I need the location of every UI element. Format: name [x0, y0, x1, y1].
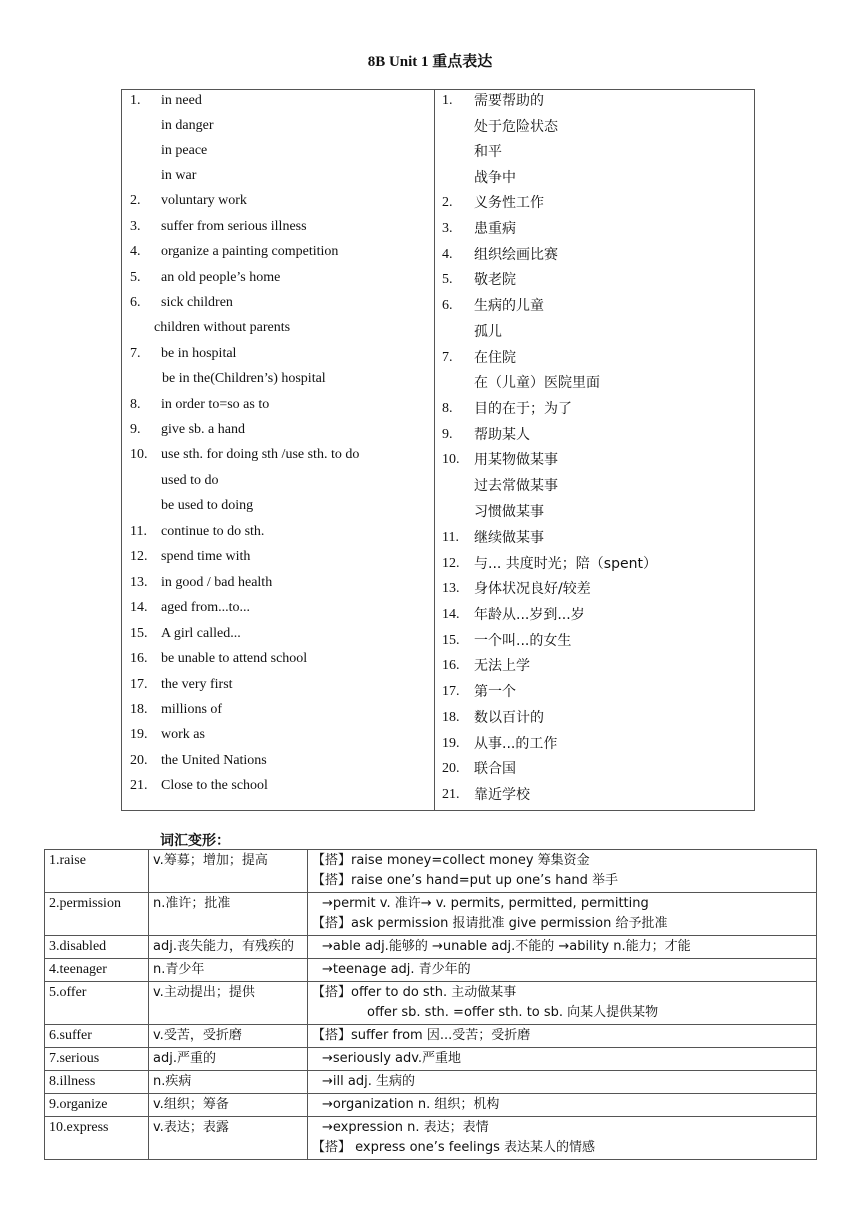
- vocab-note-line: →expression n. 表达；表情: [322, 1120, 489, 1135]
- vocab-meaning: v.组织；筹备: [149, 1094, 308, 1117]
- phrase-english: children without parents: [154, 320, 291, 335]
- phrase-chinese: 数以百计的: [474, 710, 544, 726]
- vocab-notes: [308, 936, 817, 959]
- vocab-meaning: v.受苦，受折磨: [149, 1025, 308, 1048]
- vocab-note-line: 【搭】 express one’s feelings 表达某人的情感: [312, 1140, 596, 1155]
- phrase-english: in need: [161, 93, 202, 108]
- vocab-note-line: 【搭】raise money=collect money 筹集资金: [312, 853, 590, 868]
- phrase-number: 3.: [442, 221, 453, 236]
- phrase-english: in order to=so as to: [161, 397, 270, 412]
- phrase-number: 18.: [442, 710, 460, 725]
- phrase-number: 17.: [442, 684, 460, 699]
- vocab-note-line: →organization n. 组织；机构: [322, 1097, 500, 1112]
- phrase-number: 8.: [442, 401, 453, 416]
- phrase-number: 1.: [130, 93, 141, 108]
- vocab-notes: [308, 1025, 817, 1048]
- phrase-number: 6.: [130, 295, 141, 310]
- vocab-word: 9.organize: [45, 1094, 149, 1117]
- page-title: 8B Unit 1 重点表达: [367, 54, 493, 70]
- phrase-number: 4.: [442, 247, 453, 262]
- phrase-chinese: 用某物做某事: [474, 452, 558, 468]
- phrase-number: 2.: [130, 193, 141, 208]
- phrase-number: 7.: [130, 346, 141, 361]
- vocab-word: 1.raise: [45, 850, 149, 893]
- phrase-number: 12.: [442, 556, 460, 571]
- phrase-english: be in hospital: [161, 346, 237, 361]
- vocab-note-line: 【搭】suffer from 因...受苦；受折磨: [312, 1028, 531, 1043]
- phrase-table: [121, 89, 755, 811]
- phrase-number: 10.: [130, 447, 148, 462]
- phrase-number: 5.: [442, 272, 453, 287]
- phrase-english: the very first: [161, 677, 233, 692]
- vocab-notes: [308, 982, 817, 1025]
- vocab-row: [45, 982, 817, 1025]
- vocab-word: 6.suffer: [45, 1025, 149, 1048]
- phrase-english: sick children: [161, 295, 233, 310]
- vocab-note-line: →permit v. 准许→ v. permits, permitted, permitting: [322, 896, 649, 911]
- vocab-meaning: adj.严重的: [149, 1048, 308, 1071]
- phrase-number: 14.: [442, 607, 460, 622]
- phrase-chinese: 身体状况良好/较差: [474, 581, 591, 597]
- phrase-number: 13.: [130, 575, 148, 590]
- phrase-chinese: 战争中: [474, 170, 516, 186]
- phrase-english: be unable to attend school: [161, 651, 308, 666]
- column-divider: [434, 90, 435, 810]
- phrase-english: be in the(Children’s) hospital: [162, 371, 326, 386]
- phrase-number: 5.: [130, 270, 141, 285]
- phrase-chinese: 从事...的工作: [474, 736, 558, 752]
- phrase-chinese: 帮助某人: [474, 427, 530, 443]
- phrase-number: 4.: [130, 244, 141, 259]
- phrase-number: 21.: [130, 778, 148, 793]
- phrase-number: 8.: [130, 397, 141, 412]
- vocab-notes: [308, 959, 817, 982]
- phrase-number: 11.: [442, 530, 459, 545]
- vocab-row: [45, 1094, 817, 1117]
- phrase-number: 17.: [130, 677, 148, 692]
- vocab-note-line: 【搭】raise one’s hand=put up one’s hand 举手: [312, 873, 619, 888]
- phrase-number: 6.: [442, 298, 453, 313]
- vocab-note-line: offer sb. sth. =offer sth. to sb. 向某人提供某物: [367, 1005, 659, 1020]
- vocab-heading: 词汇变形：: [160, 833, 230, 849]
- phrase-english: in danger: [161, 118, 214, 133]
- phrase-chinese: 无法上学: [474, 658, 530, 674]
- vocab-word: 10.express: [45, 1117, 149, 1160]
- phrase-number: 15.: [130, 626, 148, 641]
- vocab-meaning: n.准许；批准: [149, 893, 308, 936]
- phrase-english: the United Nations: [161, 753, 267, 768]
- vocab-meaning: n.疾病: [149, 1071, 308, 1094]
- phrase-chinese: 目的在于；为了: [474, 401, 572, 417]
- vocab-note-line: →seriously adv.严重地: [322, 1051, 462, 1066]
- vocab-row: [45, 1048, 817, 1071]
- phrase-english: be used to doing: [161, 498, 254, 513]
- phrase-chinese: 敬老院: [474, 272, 516, 288]
- phrase-number: 11.: [130, 524, 147, 539]
- phrase-number: 21.: [442, 787, 460, 802]
- phrase-number: 3.: [130, 219, 141, 234]
- phrase-english: use sth. for doing sth /use sth. to do: [161, 447, 360, 462]
- phrase-number: 7.: [442, 350, 453, 365]
- phrase-english: in good / bad health: [161, 575, 273, 590]
- vocab-word: 2.permission: [45, 893, 149, 936]
- phrase-chinese: 第一个: [474, 684, 516, 700]
- vocab-notes: [308, 893, 817, 936]
- phrase-number: 19.: [442, 736, 460, 751]
- phrase-english: A girl called...: [161, 626, 241, 641]
- phrase-chinese: 年龄从...岁到...岁: [474, 607, 585, 623]
- phrase-chinese: 联合国: [474, 761, 516, 777]
- vocab-row: [45, 893, 817, 936]
- phrase-chinese: 孤儿: [474, 324, 502, 340]
- vocab-word: 7.serious: [45, 1048, 149, 1071]
- phrase-english: voluntary work: [161, 193, 247, 208]
- phrase-chinese: 过去常做某事: [474, 478, 558, 494]
- phrase-chinese: 与... 共度时光；陪（spent）: [474, 556, 657, 572]
- vocab-note-line: 【搭】ask permission 报请批准 give permission 给予批准: [312, 916, 668, 931]
- phrase-chinese: 继续做某事: [474, 530, 544, 546]
- vocab-word: 8.illness: [45, 1071, 149, 1094]
- phrase-number: 2.: [442, 195, 453, 210]
- vocab-note-line: →able adj.能够的 →unable adj.不能的 →ability n.能力；才能: [322, 939, 691, 954]
- phrase-english: Close to the school: [161, 778, 268, 793]
- phrase-english: in peace: [161, 143, 208, 158]
- vocab-notes: [308, 1094, 817, 1117]
- vocab-meaning: v.主动提出；提供: [149, 982, 308, 1025]
- vocab-row: [45, 936, 817, 959]
- phrase-chinese: 义务性工作: [474, 195, 544, 211]
- phrase-number: 18.: [130, 702, 148, 717]
- phrase-number: 20.: [130, 753, 148, 768]
- vocab-row: [45, 850, 817, 893]
- phrase-chinese: 处于危险状态: [474, 119, 558, 135]
- vocab-meaning: adj.丧失能力，有残疾的: [149, 936, 308, 959]
- phrase-chinese: 在住院: [474, 350, 516, 366]
- vocab-word: 4.teenager: [45, 959, 149, 982]
- vocab-row: [45, 959, 817, 982]
- phrase-english: used to do: [161, 473, 219, 488]
- phrase-number: 16.: [130, 651, 148, 666]
- vocab-word: 3.disabled: [45, 936, 149, 959]
- phrase-chinese: 和平: [474, 144, 502, 160]
- vocab-notes: [308, 850, 817, 893]
- phrase-chinese: 一个叫...的女生: [474, 633, 572, 649]
- phrase-english: in war: [161, 168, 197, 183]
- vocab-note-line: 【搭】offer to do sth. 主动做某事: [312, 985, 517, 1000]
- vocab-word: 5.offer: [45, 982, 149, 1025]
- vocab-note-line: →ill adj. 生病的: [322, 1074, 415, 1089]
- phrase-number: 15.: [442, 633, 460, 648]
- phrase-chinese: 习惯做某事: [474, 504, 544, 520]
- vocab-notes: [308, 1117, 817, 1160]
- phrase-number: 9.: [442, 427, 453, 442]
- phrase-number: 14.: [130, 600, 148, 615]
- vocab-row: [45, 1117, 817, 1160]
- vocab-notes: [308, 1048, 817, 1071]
- vocab-table: [44, 849, 817, 1160]
- vocab-row: [45, 1025, 817, 1048]
- phrase-chinese: 在（儿童）医院里面: [474, 375, 600, 391]
- phrase-number: 13.: [442, 581, 460, 596]
- phrase-english: continue to do sth.: [161, 524, 265, 539]
- vocab-meaning: v.表达；表露: [149, 1117, 308, 1160]
- phrase-english: aged from...to...: [161, 600, 251, 615]
- phrase-number: 16.: [442, 658, 460, 673]
- phrase-english: spend time with: [161, 549, 251, 564]
- phrase-english: organize a painting competition: [161, 244, 339, 259]
- phrase-english: suffer from serious illness: [161, 219, 307, 234]
- phrase-chinese: 需要帮助的: [474, 93, 544, 109]
- vocab-note-line: →teenage adj. 青少年的: [322, 962, 471, 977]
- phrase-english: give sb. a hand: [161, 422, 245, 437]
- phrase-number: 19.: [130, 727, 148, 742]
- phrase-english: an old people’s home: [161, 270, 281, 285]
- phrase-english: work as: [161, 727, 205, 742]
- phrase-chinese: 生病的儿童: [474, 298, 544, 314]
- phrase-chinese: 组织绘画比赛: [474, 247, 558, 263]
- vocab-meaning: v.筹募；增加；提高: [149, 850, 308, 893]
- vocab-meaning: n.青少年: [149, 959, 308, 982]
- phrase-number: 10.: [442, 452, 460, 467]
- phrase-chinese: 靠近学校: [474, 787, 530, 803]
- vocab-row: [45, 1071, 817, 1094]
- vocab-notes: [308, 1071, 817, 1094]
- phrase-english: millions of: [161, 702, 223, 717]
- phrase-number: 20.: [442, 761, 460, 776]
- phrase-number: 12.: [130, 549, 148, 564]
- phrase-chinese: 患重病: [474, 221, 516, 237]
- phrase-number: 1.: [442, 93, 453, 108]
- phrase-number: 9.: [130, 422, 141, 437]
